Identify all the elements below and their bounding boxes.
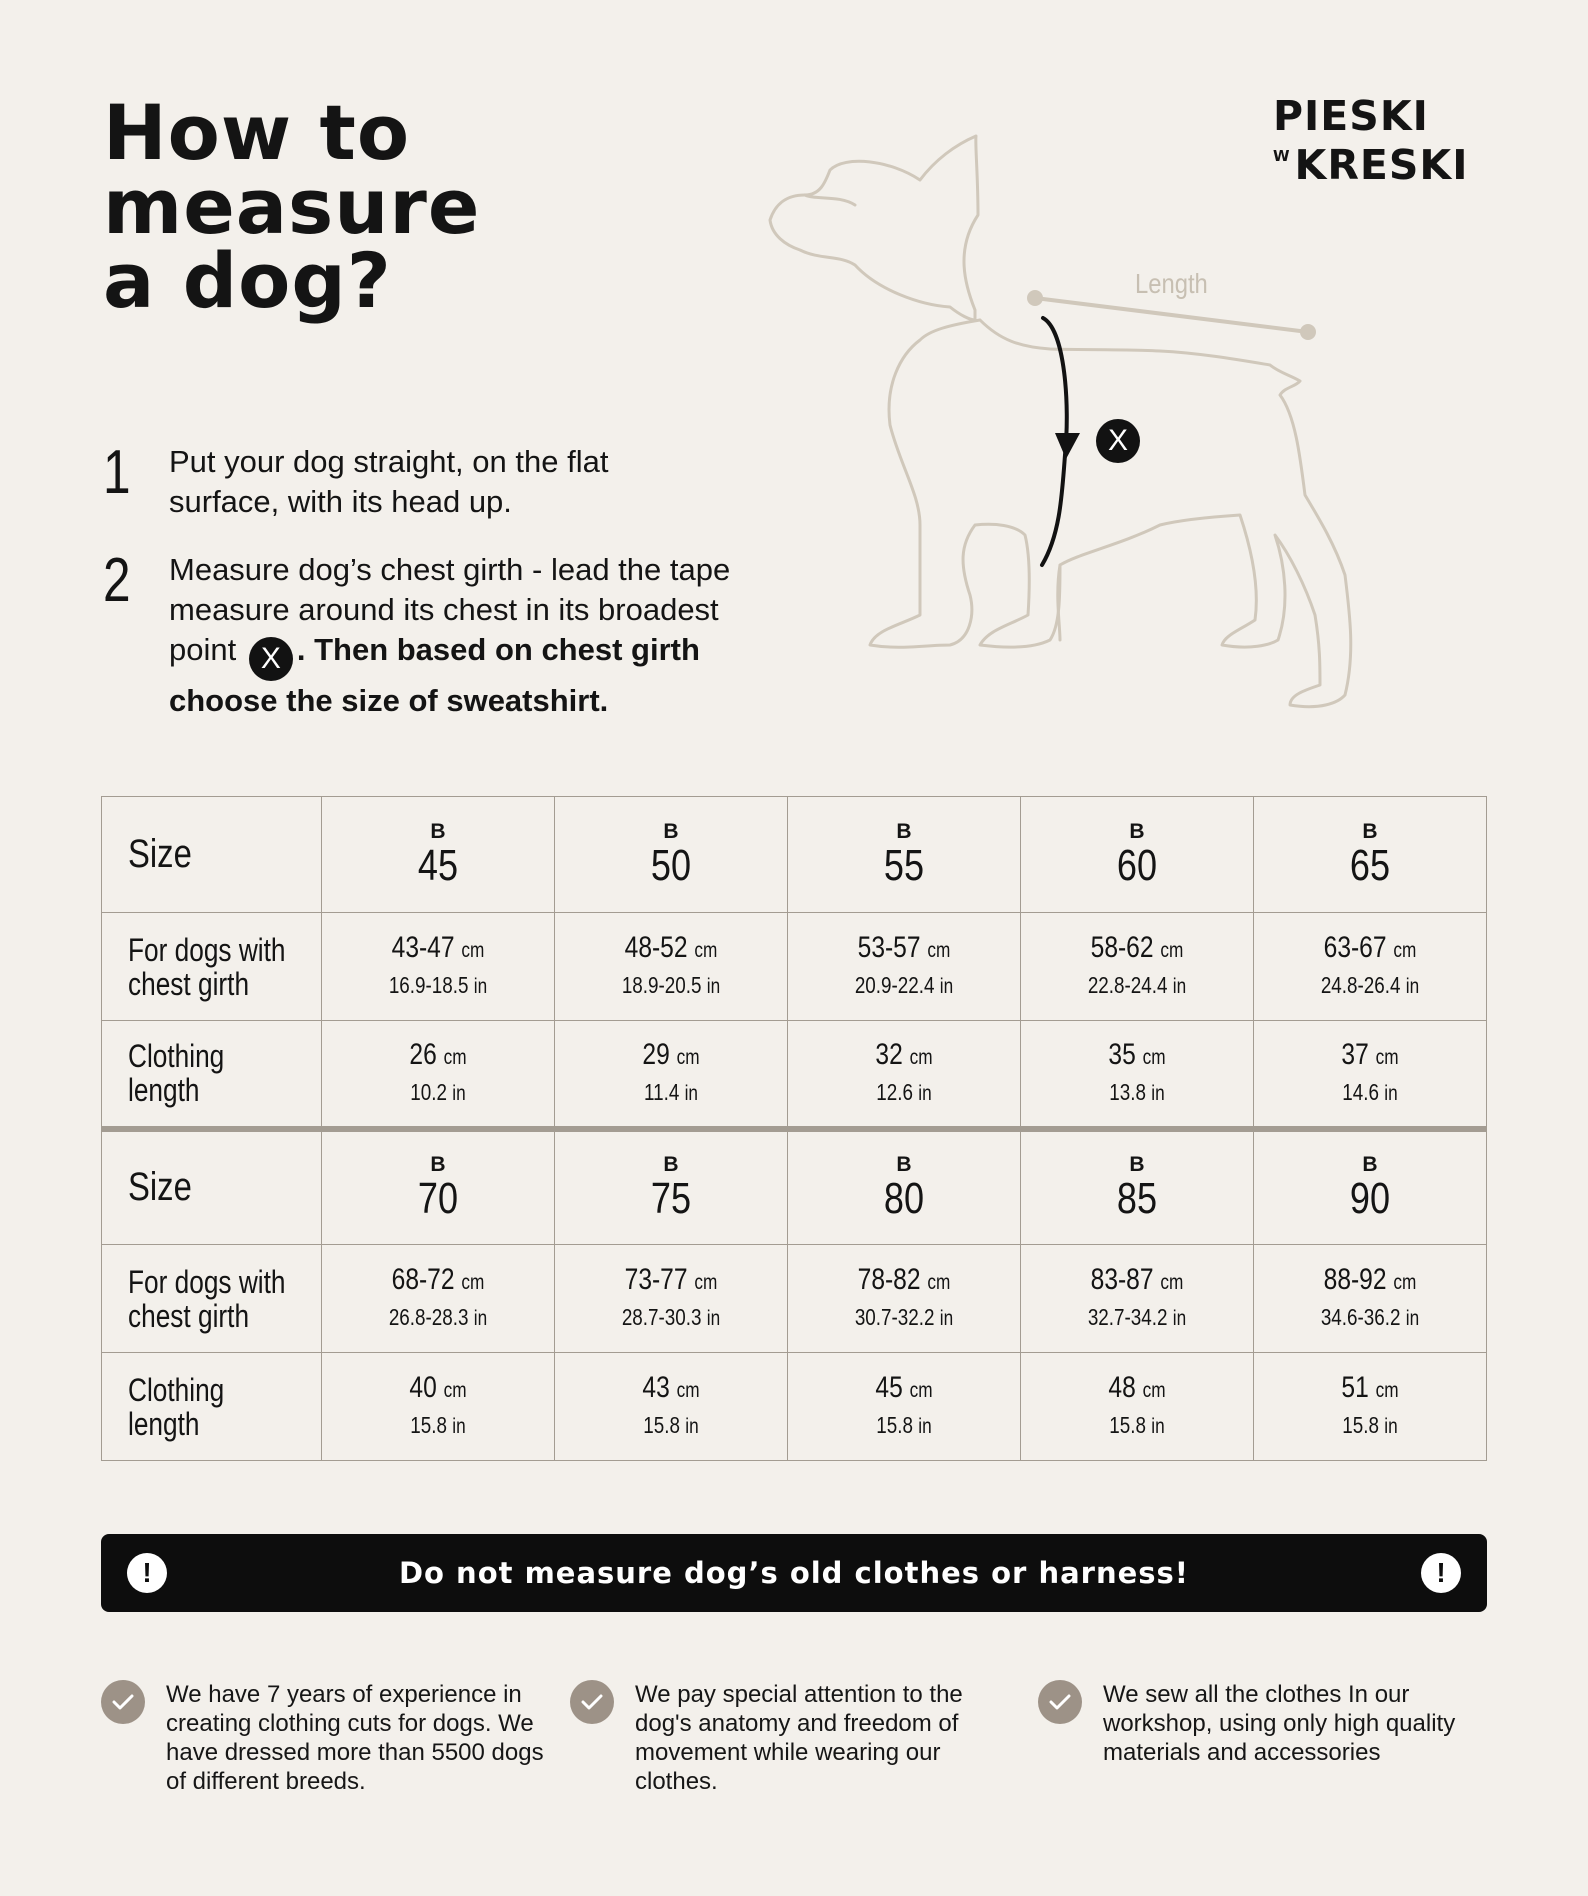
girth-cm (1275, 930, 1465, 969)
size-cell (555, 1129, 788, 1245)
clothing-length-cell (1254, 1021, 1487, 1129)
length-end-dot (1300, 324, 1316, 340)
girth-in-value: 16.9-18.5 (388, 972, 469, 998)
clothing-length-cell (555, 1021, 788, 1129)
girth-cm-value: 43-47 (391, 931, 455, 964)
chest-girth-cell (1021, 913, 1254, 1021)
size-cell (1254, 1129, 1487, 1245)
length-in-value: 15.8 (643, 1412, 681, 1438)
length-in (1042, 1076, 1232, 1110)
size-value: 45 (417, 840, 459, 890)
unit-cm: cm (909, 1045, 933, 1069)
unit-cm: cm (1393, 1271, 1417, 1294)
unit-cm: cm (1160, 1271, 1184, 1294)
logo-small-w: W (1273, 147, 1291, 165)
unit-cm: cm (676, 1379, 700, 1402)
girth-cm (809, 1262, 999, 1301)
length-cm (1275, 1370, 1465, 1409)
size-table-body (102, 797, 1487, 1461)
unit-cm: cm (676, 1045, 700, 1069)
step-1-text: Put your dog straight, on the flat surface, with its head up. (169, 444, 609, 519)
check-icon (1038, 1680, 1082, 1724)
step-1-number: 1 (103, 438, 131, 507)
clothing-length-cell (1021, 1353, 1254, 1461)
size-cell (1021, 797, 1254, 913)
unit-cm: cm (1375, 1045, 1399, 1069)
girth-cm-value: 73-77 (624, 1263, 688, 1296)
dog-outline-illustration (760, 125, 1420, 725)
length-in-value: 11.4 (644, 1078, 680, 1105)
size-value: 50 (650, 840, 692, 890)
unit-in: in (1151, 1081, 1165, 1105)
unit-in: in (1151, 1415, 1165, 1438)
unit-in: in (684, 1081, 698, 1105)
chest-girth-cell (322, 913, 555, 1021)
girth-cm (343, 930, 533, 969)
length-in (343, 1076, 533, 1110)
warning-banner (101, 1534, 1487, 1612)
feature-text: We pay special attention to the dog's anatomy and freedom of movement while wearing our clothes. (635, 1681, 963, 1795)
unit-in: in (473, 975, 488, 998)
size-prefix: B (430, 819, 446, 843)
row-header-girth-line1: For dogs with (128, 1263, 286, 1300)
step-2-text (169, 550, 789, 721)
length-in-value: 13.8 (1109, 1078, 1147, 1105)
girth-in-value: 34.6-36.2 (1320, 1304, 1401, 1330)
girth-cm-value: 83-87 (1090, 1263, 1154, 1296)
length-in-value: 15.8 (1109, 1412, 1147, 1438)
step-2-text-a: Measure dog’s chest girth - lead the tape measure around its chest in its broadest point (169, 552, 731, 667)
length-cm (809, 1037, 999, 1076)
length-in-value: 14.6 (1342, 1078, 1380, 1105)
length-in-value: 12.6 (876, 1078, 914, 1105)
girth-cm (1042, 930, 1232, 969)
length-cm-value: 48 (1108, 1371, 1136, 1404)
unit-in: in (452, 1081, 466, 1105)
girth-in-value: 32.7-34.2 (1087, 1304, 1168, 1330)
clothing-length-cell (555, 1353, 788, 1461)
feature-text: We sew all the clothes In our workshop, using only high quality materials and accessories (1103, 1681, 1456, 1766)
length-in (576, 1409, 766, 1443)
girth-in (576, 969, 766, 1003)
size-cell (788, 797, 1021, 913)
unit-cm: cm (909, 1379, 933, 1402)
length-in (1275, 1409, 1465, 1443)
length-in (343, 1409, 533, 1443)
row-header-size (102, 1129, 322, 1245)
girth-cm-value: 58-62 (1090, 931, 1154, 964)
unit-in: in (939, 1307, 954, 1330)
x-badge-icon: X (249, 637, 293, 681)
length-cm-value: 40 (409, 1371, 437, 1404)
step-2-text-b: . Then based on chest girth choose the size of sweatshirt. (169, 632, 700, 718)
size-prefix: B (663, 819, 679, 843)
size-cell (1021, 1129, 1254, 1245)
clothing-length-cell (788, 1021, 1021, 1129)
row-header-length-line2: length (128, 1405, 200, 1442)
length-cm (576, 1370, 766, 1409)
length-in-value: 10.2 (410, 1078, 448, 1105)
row-header-size-text: Size (128, 1164, 192, 1209)
row-header-length-line1: Clothing (128, 1038, 225, 1075)
row-header-girth-line2: chest girth (128, 965, 250, 1002)
size-prefix: B (1129, 819, 1145, 843)
row-header-length-line1: Clothing (128, 1371, 225, 1408)
length-cm (809, 1370, 999, 1409)
girth-in (576, 1301, 766, 1335)
page-title (103, 88, 481, 325)
size-prefix: B (1362, 819, 1378, 843)
length-cm (576, 1037, 766, 1076)
size-prefix: B (663, 1152, 679, 1176)
girth-in (343, 969, 533, 1003)
unit-cm: cm (1375, 1379, 1399, 1402)
girth-cm (1275, 1262, 1465, 1301)
unit-in: in (939, 975, 954, 998)
unit-cm: cm (1160, 939, 1184, 962)
length-in-value: 15.8 (1342, 1412, 1380, 1438)
length-cm (343, 1037, 533, 1076)
size-cell (1254, 797, 1487, 913)
girth-in-value: 20.9-22.4 (854, 972, 935, 998)
size-cell (788, 1129, 1021, 1245)
chest-girth-row (102, 913, 1487, 1021)
girth-cm-value: 88-92 (1323, 1263, 1387, 1296)
girth-in (1275, 1301, 1465, 1335)
unit-cm: cm (461, 939, 485, 962)
length-cm-value: 51 (1341, 1371, 1369, 1404)
clothing-length-cell (788, 1353, 1021, 1461)
chest-girth-cell (788, 1245, 1021, 1353)
unit-cm: cm (694, 1271, 718, 1294)
unit-in: in (1172, 1307, 1187, 1330)
size-value: 65 (1349, 840, 1391, 890)
length-in (576, 1076, 766, 1110)
girth-cm (343, 1262, 533, 1301)
unit-in: in (452, 1415, 466, 1438)
length-cm-value: 32 (875, 1037, 903, 1071)
title-line-3: a dog? (103, 236, 392, 325)
clothing-length-cell (1021, 1021, 1254, 1129)
girth-in-value: 24.8-26.4 (1320, 972, 1401, 998)
girth-in-value: 22.8-24.4 (1087, 972, 1168, 998)
unit-cm: cm (461, 1271, 485, 1294)
girth-cm (1042, 1262, 1232, 1301)
step-2-number: 2 (103, 546, 131, 615)
size-prefix: B (430, 1152, 446, 1176)
girth-in-value: 26.8-28.3 (388, 1304, 469, 1330)
unit-in: in (918, 1081, 932, 1105)
row-header-girth (102, 1245, 322, 1353)
row-header-girth-line2: chest girth (128, 1297, 250, 1334)
girth-in (1042, 1301, 1232, 1335)
unit-cm: cm (1142, 1379, 1166, 1402)
size-prefix: B (896, 1152, 912, 1176)
girth-in (809, 969, 999, 1003)
unit-in: in (706, 975, 721, 998)
unit-in: in (1384, 1081, 1398, 1105)
unit-in: in (1405, 1307, 1420, 1330)
length-cm-value: 35 (1108, 1037, 1136, 1071)
size-value: 70 (417, 1173, 459, 1223)
row-header-size (102, 797, 322, 913)
size-prefix: B (1129, 1152, 1145, 1176)
size-value: 90 (1349, 1173, 1391, 1223)
chest-girth-arrow-icon (1042, 318, 1080, 565)
length-label: Length (1135, 268, 1208, 299)
length-start-dot (1027, 290, 1043, 306)
unit-cm: cm (443, 1045, 467, 1069)
chest-girth-cell (1254, 913, 1487, 1021)
length-in (809, 1076, 999, 1110)
clothing-length-row (102, 1021, 1487, 1129)
size-cell (322, 797, 555, 913)
length-in (1042, 1409, 1232, 1443)
length-cm-value: 43 (642, 1371, 670, 1404)
row-header-length (102, 1353, 322, 1461)
chest-girth-row (102, 1245, 1487, 1353)
size-row (102, 1129, 1487, 1245)
title-line-2: measure (103, 162, 481, 251)
size-cell (322, 1129, 555, 1245)
length-cm-value: 37 (1341, 1037, 1369, 1071)
unit-cm: cm (1142, 1045, 1166, 1069)
chest-girth-cell (555, 1245, 788, 1353)
check-icon (101, 1680, 145, 1724)
unit-cm: cm (694, 939, 718, 962)
unit-in: in (685, 1415, 699, 1438)
warning-icon-right: ! (1421, 1553, 1461, 1593)
unit-in: in (1405, 975, 1420, 998)
girth-cm (576, 1262, 766, 1301)
chest-girth-cell (555, 913, 788, 1021)
girth-in-value: 18.9-20.5 (621, 972, 702, 998)
clothing-length-cell (1254, 1353, 1487, 1461)
length-in-value: 15.8 (410, 1412, 448, 1438)
unit-in: in (918, 1415, 932, 1438)
length-in-value: 15.8 (876, 1412, 914, 1438)
size-value: 60 (1116, 840, 1158, 890)
clothing-length-row (102, 1353, 1487, 1461)
unit-in: in (473, 1307, 488, 1330)
chest-girth-cell (1021, 1245, 1254, 1353)
girth-in (1042, 969, 1232, 1003)
dog-silhouette (770, 136, 1351, 707)
size-value: 85 (1116, 1173, 1158, 1223)
girth-cm-value: 78-82 (857, 1263, 921, 1296)
row-header-size-text: Size (128, 831, 192, 876)
girth-in (809, 1301, 999, 1335)
size-value: 55 (883, 840, 925, 890)
title-line-1: How to (103, 88, 411, 177)
girth-in-value: 30.7-32.2 (854, 1304, 935, 1330)
length-cm-value: 29 (642, 1037, 670, 1071)
size-value: 80 (883, 1173, 925, 1223)
girth-in (343, 1301, 533, 1335)
chest-girth-cell (1254, 1245, 1487, 1353)
clothing-length-cell (322, 1353, 555, 1461)
girth-in-value: 28.7-30.3 (621, 1304, 702, 1330)
unit-in: in (706, 1307, 721, 1330)
chest-point-marker-icon: X (1096, 419, 1140, 463)
girth-cm (809, 930, 999, 969)
warning-text: Do not measure dog’s old clothes or harness! (398, 1556, 1190, 1590)
logo-line-2-text: KRESKI (1294, 141, 1469, 189)
size-value: 75 (650, 1173, 692, 1223)
girth-cm-value: 63-67 (1323, 931, 1387, 964)
unit-cm: cm (1393, 939, 1417, 962)
unit-cm: cm (927, 1271, 951, 1294)
clothing-length-cell (322, 1021, 555, 1129)
warning-icon-left: ! (127, 1553, 167, 1593)
logo-line-1: PIESKI (1273, 92, 1429, 140)
length-cm-value: 26 (409, 1037, 437, 1071)
size-prefix: B (896, 819, 912, 843)
girth-cm-value: 68-72 (391, 1263, 455, 1296)
girth-in (1275, 969, 1465, 1003)
check-icon (570, 1680, 614, 1724)
chest-girth-cell (322, 1245, 555, 1353)
row-header-girth-line1: For dogs with (128, 931, 286, 968)
length-cm (1042, 1370, 1232, 1409)
length-cm (1042, 1037, 1232, 1076)
length-cm-value: 45 (875, 1371, 903, 1404)
length-cm (343, 1370, 533, 1409)
length-cm (1275, 1037, 1465, 1076)
length-in (1275, 1076, 1465, 1110)
unit-cm: cm (927, 939, 951, 962)
girth-cm-value: 53-57 (857, 931, 921, 964)
unit-in: in (1384, 1415, 1398, 1438)
row-header-length-line2: length (128, 1072, 200, 1109)
row-header-length (102, 1021, 322, 1129)
chest-girth-cell (788, 913, 1021, 1021)
size-row (102, 797, 1487, 913)
feature-text: We have 7 years of experience in creating clothing cuts for dogs. We have dressed more than 5500 dogs of different breeds. (166, 1681, 544, 1795)
girth-cm-value: 48-52 (624, 931, 688, 964)
girth-cm (576, 930, 766, 969)
size-prefix: B (1362, 1152, 1378, 1176)
length-in (809, 1409, 999, 1443)
size-table (101, 796, 1487, 1461)
unit-in: in (1172, 975, 1187, 998)
row-header-girth (102, 913, 322, 1021)
unit-cm: cm (443, 1379, 467, 1402)
size-cell (555, 797, 788, 913)
